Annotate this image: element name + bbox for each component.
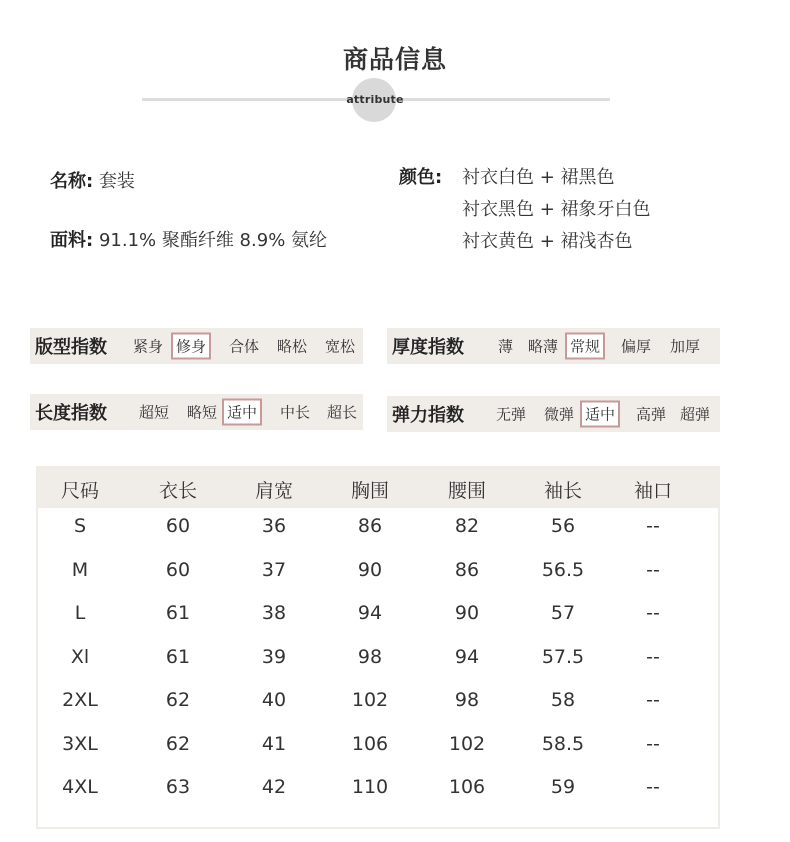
fit-option-regular: 合体 bbox=[229, 337, 260, 356]
header-shoulder: 肩宽 bbox=[254, 480, 293, 502]
cell-shoulder: 37 bbox=[261, 558, 287, 581]
cell-shoulder: 39 bbox=[261, 645, 287, 668]
color-label-wrap bbox=[399, 163, 442, 189]
cell-size: 2XL bbox=[62, 689, 98, 711]
header-cuff: 袖口 bbox=[633, 480, 672, 502]
elasticity-option-slight: 微弹 bbox=[544, 405, 575, 424]
cell-bust: 106 bbox=[351, 732, 389, 755]
cell-cuff: -- bbox=[646, 515, 660, 537]
color-option-3: 衬衣黄色 + 裙浅杏色 bbox=[462, 231, 633, 252]
fabric-row bbox=[50, 226, 327, 252]
cell-shoulder: 40 bbox=[261, 689, 287, 711]
size-table bbox=[36, 466, 720, 829]
cell-sleeve-length: 57.5 bbox=[541, 645, 585, 668]
cell-cuff: -- bbox=[646, 732, 660, 755]
cell-length: 62 bbox=[165, 689, 191, 711]
cell-length: 61 bbox=[165, 645, 191, 668]
thickness-option-slightly-thin: 略薄 bbox=[528, 337, 559, 356]
length-option-mid-long: 中长 bbox=[280, 403, 311, 422]
header-size: 尺码 bbox=[60, 480, 99, 502]
header-sleeve-length: 袖长 bbox=[543, 480, 582, 502]
cell-shoulder: 36 bbox=[261, 515, 287, 537]
thickness-option-normal: 常规 bbox=[565, 333, 605, 360]
cell-waist: 90 bbox=[454, 602, 480, 624]
fit-option-slim: 修身 bbox=[171, 333, 211, 360]
cell-sleeve-length: 56 bbox=[550, 515, 576, 537]
elasticity-index-title: 弹力指数 bbox=[392, 405, 464, 426]
fabric-value: 91.1% 聚酯纤维 8.9% 氨纶 bbox=[98, 230, 328, 251]
fabric-label: 面料: bbox=[50, 230, 94, 251]
cell-waist: 82 bbox=[454, 515, 480, 537]
cell-waist: 102 bbox=[448, 732, 486, 755]
subtitle: attribute bbox=[346, 93, 404, 106]
name-row bbox=[50, 167, 135, 193]
cell-length: 62 bbox=[165, 732, 191, 755]
color-label: 颜色: bbox=[399, 167, 443, 188]
cell-sleeve-length: 59 bbox=[550, 776, 576, 798]
header-length: 衣长 bbox=[158, 480, 197, 502]
page-title: 商品信息 bbox=[342, 45, 447, 74]
cell-size: Xl bbox=[70, 645, 90, 668]
cell-size: 4XL bbox=[62, 776, 98, 798]
length-index-bar bbox=[30, 394, 363, 430]
cell-cuff: -- bbox=[646, 776, 660, 798]
cell-bust: 110 bbox=[351, 776, 389, 798]
thickness-option-extra-thick: 加厚 bbox=[670, 337, 701, 356]
cell-size: S bbox=[73, 515, 87, 537]
cell-size: L bbox=[74, 602, 86, 624]
cell-size: M bbox=[71, 558, 89, 581]
length-option-extra-long: 超长 bbox=[327, 403, 358, 422]
length-index-title: 长度指数 bbox=[35, 403, 107, 424]
thickness-option-thin: 薄 bbox=[498, 337, 514, 356]
elasticity-option-none: 无弹 bbox=[496, 405, 527, 424]
cell-cuff: -- bbox=[646, 558, 660, 581]
fit-index-bar bbox=[30, 328, 363, 364]
cell-bust: 90 bbox=[357, 558, 383, 581]
cell-bust: 86 bbox=[357, 515, 383, 537]
elasticity-index-bar bbox=[387, 396, 720, 432]
cell-waist: 106 bbox=[448, 776, 486, 798]
cell-shoulder: 38 bbox=[261, 602, 287, 624]
cell-shoulder: 42 bbox=[261, 776, 287, 798]
cell-bust: 102 bbox=[351, 689, 389, 711]
length-option-very-short: 超短 bbox=[139, 403, 170, 422]
cell-length: 60 bbox=[165, 515, 191, 537]
cell-cuff: -- bbox=[646, 602, 660, 624]
cell-length: 63 bbox=[165, 776, 191, 798]
size-table-header bbox=[38, 468, 718, 508]
cell-bust: 98 bbox=[357, 645, 383, 668]
cell-shoulder: 41 bbox=[261, 732, 287, 755]
header-waist: 腰围 bbox=[447, 480, 486, 502]
fit-option-wide: 宽松 bbox=[325, 337, 356, 356]
cell-sleeve-length: 58.5 bbox=[541, 732, 585, 755]
cell-length: 60 bbox=[165, 558, 191, 581]
name-value: 套装 bbox=[98, 171, 135, 192]
cell-cuff: -- bbox=[646, 689, 660, 711]
elasticity-option-high: 高弹 bbox=[636, 405, 667, 424]
thickness-index-title: 厚度指数 bbox=[392, 337, 464, 358]
length-option-medium: 适中 bbox=[222, 399, 262, 426]
cell-waist: 94 bbox=[454, 645, 480, 668]
cell-waist: 86 bbox=[454, 558, 480, 581]
color-option-2: 衬衣黑色 + 裙象牙白色 bbox=[462, 199, 651, 220]
cell-sleeve-length: 57 bbox=[550, 602, 576, 624]
cell-sleeve-length: 56.5 bbox=[541, 558, 585, 581]
cell-size: 3XL bbox=[62, 732, 98, 755]
fit-option-loose: 略松 bbox=[277, 337, 308, 356]
fit-index-title: 版型指数 bbox=[35, 337, 107, 358]
thickness-option-thick: 偏厚 bbox=[621, 337, 652, 356]
cell-sleeve-length: 58 bbox=[550, 689, 576, 711]
cell-length: 61 bbox=[165, 602, 191, 624]
thickness-index-bar bbox=[387, 328, 720, 364]
elasticity-option-super: 超弹 bbox=[680, 405, 711, 424]
elasticity-option-medium: 适中 bbox=[580, 401, 620, 428]
name-label: 名称: bbox=[50, 171, 94, 192]
fit-option-tight: 紧身 bbox=[133, 337, 164, 356]
cell-cuff: -- bbox=[646, 645, 660, 668]
length-option-short: 略短 bbox=[187, 403, 218, 422]
cell-waist: 98 bbox=[454, 689, 480, 711]
cell-bust: 94 bbox=[357, 602, 383, 624]
header-bust: 胸围 bbox=[350, 480, 389, 502]
color-option-1: 衬衣白色 + 裙黑色 bbox=[462, 167, 615, 188]
